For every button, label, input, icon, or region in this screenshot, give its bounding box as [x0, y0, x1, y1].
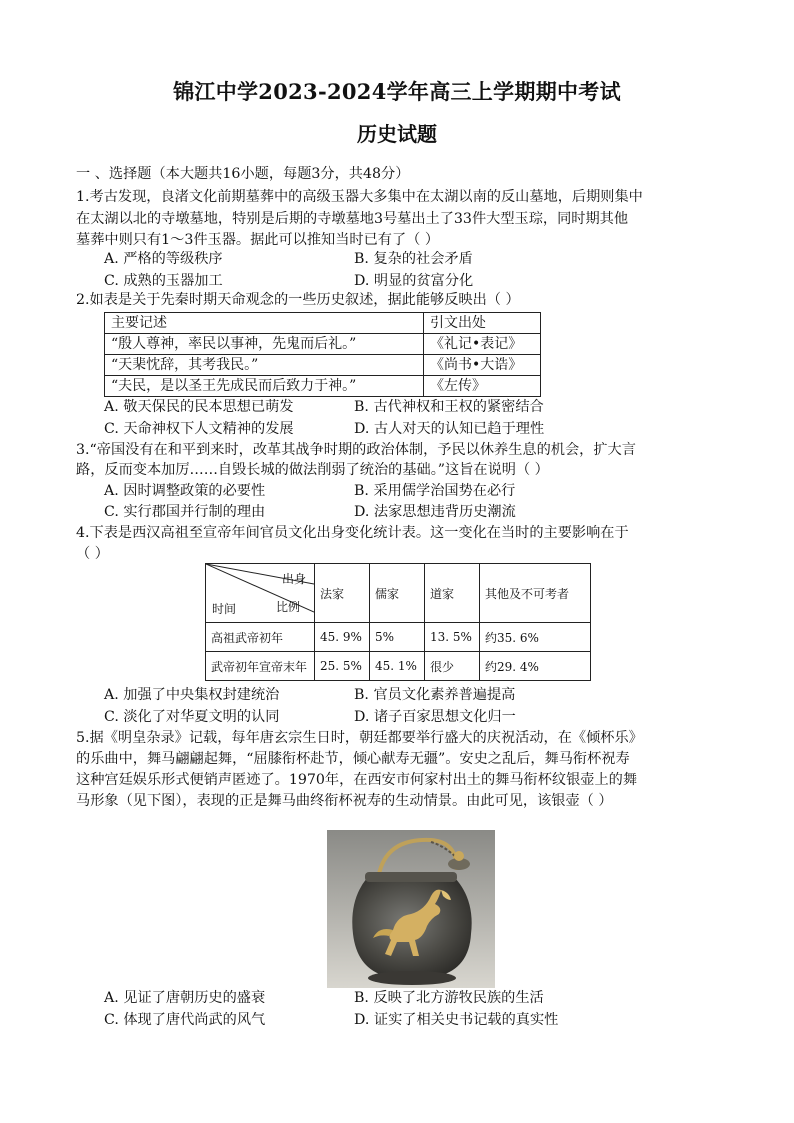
table-cell: 很少: [425, 652, 480, 681]
q5-line-3: 这种宫廷娱乐形式便销声匿迹了。1970年，在西安市何家村出土的舞马衔杯纹银壶上的舞: [76, 772, 638, 788]
table-header: 法家: [315, 564, 370, 623]
q2-stem: 2.如表是关于先秦时期天命观念的一些历史叙述，据此能够反映出（ ）: [76, 292, 520, 308]
q4-option-a[interactable]: A. 加强了中央集权封建统治: [104, 687, 280, 703]
table-row: [105, 334, 541, 355]
table-header: 道家: [425, 564, 480, 623]
table-cell: 《礼记•表记》: [424, 334, 541, 355]
table-cell: 13. 5%: [425, 623, 480, 652]
corner-label-mid: 比例: [276, 600, 301, 614]
table-row: [105, 355, 541, 376]
corner-label-top: 出身: [282, 572, 307, 586]
table-cell: 45. 9%: [315, 623, 370, 652]
table-header: 引文出处: [424, 313, 541, 334]
q1-option-a[interactable]: A. 严格的等级秩序: [104, 251, 223, 267]
q2-option-b[interactable]: B. 古代神权和王权的紧密结合: [354, 399, 544, 415]
table-cell: “夫民，是以圣王先成民而后致力于神。”: [105, 376, 424, 397]
q3-option-b[interactable]: B. 采用儒学治国势在必行: [354, 483, 516, 499]
exam-title: 锦江中学2023-2024学年高三上学期期中考试: [173, 79, 621, 104]
exam-subtitle: 历史试题: [357, 122, 437, 146]
table-header: 主要记述: [105, 313, 424, 334]
q1-line-1: 1.考古发现，良渚文化前期墓葬中的高级玉器大多集中在太湖以南的反山墓地，后期则集中: [76, 189, 643, 205]
table-row: [206, 623, 591, 652]
q2-option-d[interactable]: D. 古人对天的认知已趋于理性: [354, 421, 545, 437]
q1-line-2: 在太湖以北的寺墩墓地，特别是后期的寺墩墓地3号墓出土了33件大型玉琮，同时期其他: [76, 211, 629, 227]
table-cell: “殷人尊神，率民以事神，先鬼而后礼。”: [105, 334, 424, 355]
q1-option-d[interactable]: D. 明显的贫富分化: [354, 273, 474, 289]
q2-option-c[interactable]: C. 天命神权下人文精神的发展: [104, 421, 294, 437]
q5-line-2: 的乐曲中，舞马翩翩起舞，“屈膝衔杯赴节，倾心献寿无疆”。安史之乱后，舞马衔杯祝寿: [76, 751, 630, 767]
table-cell: 5%: [370, 623, 425, 652]
table-cell: 《尚书•大诰》: [424, 355, 541, 376]
table-cell: “天棐忱辞，其考我民。”: [105, 355, 424, 376]
q3-option-c[interactable]: C. 实行郡国并行制的理由: [104, 504, 266, 520]
table-cell: 《左传》: [424, 376, 541, 397]
corner-label-bottom: 时间: [212, 602, 237, 616]
table-cell: 武帝初年宣帝末年: [206, 652, 315, 681]
q1-line-3: 墓葬中则只有1～3件玉器。据此可以推知当时已有了（ ）: [76, 232, 440, 248]
table-cell: 约29. 4%: [480, 652, 591, 681]
q2-option-a[interactable]: A. 敬天保民的民本思想已萌发: [104, 399, 294, 415]
q4-option-c[interactable]: C. 淡化了对华夏文明的认同: [104, 709, 280, 725]
q5-option-b[interactable]: B. 反映了北方游牧民族的生活: [354, 990, 544, 1006]
table-cell: 25. 5%: [315, 652, 370, 681]
q4-line-2: （ ）: [76, 546, 109, 562]
q3-line-2: 路，反而变本加厉……自毁长城的做法削弱了统治的基础。”这旨在说明（ ）: [76, 462, 549, 478]
table-row: [105, 313, 541, 334]
q1-option-c[interactable]: C. 成熟的玉器加工: [104, 273, 223, 289]
q2-table: [104, 312, 541, 397]
q5-option-a[interactable]: A. 见证了唐朝历史的盛衰: [104, 990, 266, 1006]
q5-option-d[interactable]: D. 证实了相关史书记载的真实性: [354, 1012, 559, 1028]
table-row: [105, 376, 541, 397]
silver-pot-image: [327, 830, 495, 988]
table-header: 其他及不可考者: [480, 564, 591, 623]
table-row: [206, 652, 591, 681]
q5-option-c[interactable]: C. 体现了唐代尚武的风气: [104, 1012, 266, 1028]
table-corner-cell: [206, 564, 315, 623]
q4-option-b[interactable]: B. 官员文化素养普遍提高: [354, 687, 516, 703]
section-heading: 一 、选择题（本大题共16小题，每题3分，共48分）: [76, 166, 410, 182]
q3-option-a[interactable]: A. 因时调整政策的必要性: [104, 483, 266, 499]
q4-table: [205, 563, 591, 681]
q4-option-d[interactable]: D. 诸子百家思想文化归一: [354, 709, 516, 725]
table-cell: 约35. 6%: [480, 623, 591, 652]
q3-option-d[interactable]: D. 法家思想违背历史潮流: [354, 504, 516, 520]
q4-line-1: 4.下表是西汉高祖至宣帝年间官员文化出身变化统计表。这一变化在当时的主要影响在于: [76, 525, 629, 541]
q1-option-b[interactable]: B. 复杂的社会矛盾: [354, 251, 473, 267]
q5-line-4: 马形象（见下图），表现的正是舞马曲终衔杯祝寿的生动情景。由此可见，该银壶（ ）: [76, 793, 613, 809]
table-cell: 45. 1%: [370, 652, 425, 681]
q5-line-1: 5.据《明皇杂录》记载，每年唐玄宗生日时，朝廷都要举行盛大的庆祝活动，在《倾杯乐》: [76, 730, 643, 746]
table-header: 儒家: [370, 564, 425, 623]
table-cell: 高祖武帝初年: [206, 623, 315, 652]
table-row: [206, 564, 591, 623]
q3-line-1: 3.“帝国没有在和平到来时，改革其战争时期的政治体制，予民以休养生息的机会，扩大言: [76, 442, 636, 458]
